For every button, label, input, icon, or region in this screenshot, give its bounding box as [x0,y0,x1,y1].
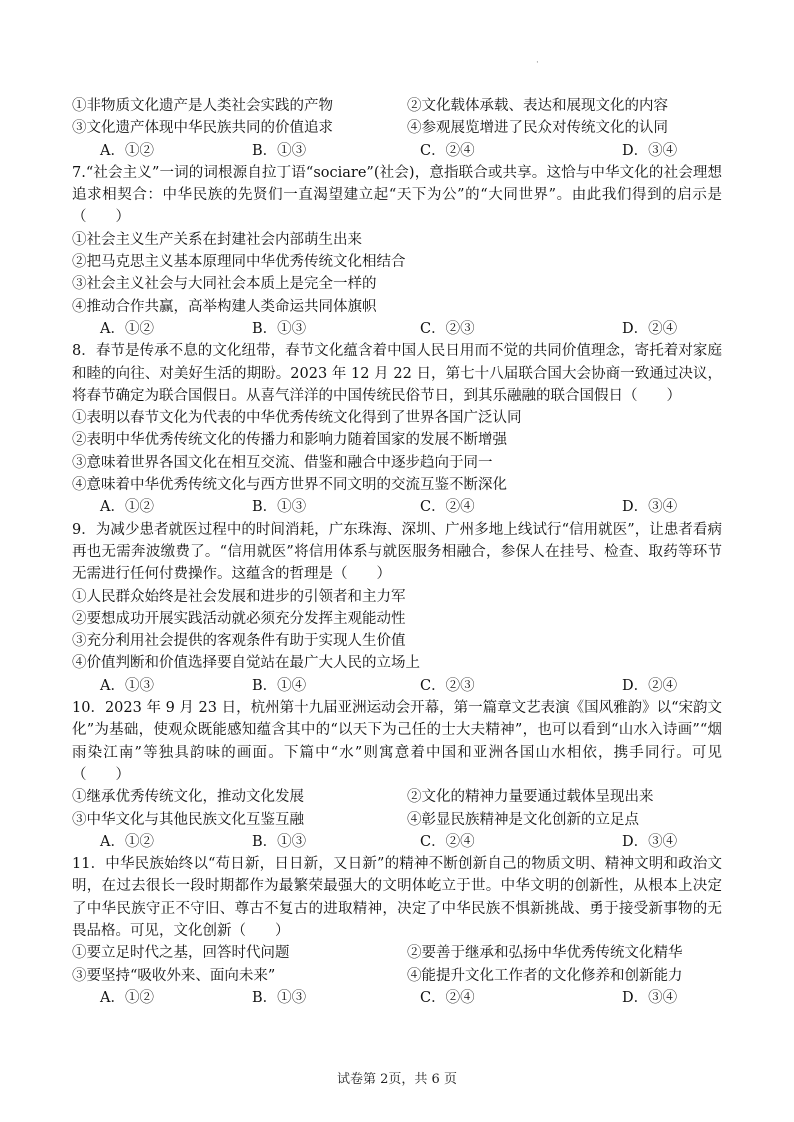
statement-3: ③要坚持“吸收外来、面向未来” [72,967,276,984]
question-10-stem: 10．2023 年 9 月 23 日，杭州第十九届亚洲运动会开幕，第一篇章文艺表演《国风雅韵》以“宋韵文化”为基础，使观众既能感知蕴含其中的“以天下为己任的士大夫精神”，也可以看到“山水入诗画”“烟雨染江南”等独具韵味的画面。下篇中“水”则寓意着中国和亚洲各国山水相依，携手同行。可见（ ） [72,700,722,783]
statement-3: ③文化遗产体现中华民族共同的价值追求 [72,120,333,137]
statement-2: ②要善于继承和弘扬中华优秀传统文化精华 [407,945,683,962]
option-a: A．①② [100,833,154,850]
option-b: B．①③ [252,499,307,516]
statement-4: ④参观展览增进了民众对传统文化的认同 [407,120,668,137]
option-a: A．①② [100,142,154,159]
option-a: A．①② [100,499,154,516]
question-8-statement-1: ①表明以春节文化为代表的中华优秀传统文化得到了世界各国广泛认同 [72,410,522,427]
question-8-statement-2: ②表明中华优秀传统文化的传播力和影响力随着国家的发展不断增强 [72,432,507,449]
question-9-statement-1: ①人民群众始终是社会发展和进步的引领者和主力军 [72,588,406,605]
question-7-statement-3: ③社会主义社会与大同社会本质上是完全一样的 [72,276,377,293]
option-a: A．①② [100,320,154,337]
question-11-options [72,987,722,1009]
intro-statements-row-2 [72,117,722,139]
question-9-stem: 9．为减少患者就医过程中的时间消耗，广东珠海、深圳、广州多地上线试行“信用就医”，让患者看病再也无需奔波缴费了。“信用就医”将信用体系与就医服务相融合，参保人在挂号、检查、取药等环节无需进行任何付费操作。这蕴含的哲理是（ ） [72,521,722,583]
option-c: C．②④ [420,989,475,1006]
question-11-statements-row-1 [72,942,722,964]
statement-1: ①非物质文化遗产是人类社会实践的产物 [72,98,333,114]
intro-options-row [72,140,722,162]
option-d: D．③④ [622,142,678,159]
question-11-stem: 11．中华民族始终以“苟日新，日日新，又日新”的精神不断创新自己的物质文明、精神文明和政治文明，在过去很长一段时期都作为最繁荣最强大的文明体屹立于世。中华文明的创新性，从根本上决定了中华民族守正不守旧、尊古不复古的进取精神，决定了中华民族不惧新挑战、勇于接受新事物的无畏品格。可见，文化创新（ ） [72,856,722,939]
question-9-options [72,675,722,697]
statement-3: ③中华文化与其他民族文化互鉴互融 [72,811,304,828]
option-d: D．②④ [622,677,678,694]
question-11-statements-row-2 [72,965,722,987]
option-c: C．②③ [420,320,475,337]
question-9-statement-2: ②要想成功开展实践活动就必须充分发挥主观能动性 [72,610,406,627]
option-c: C．②④ [420,499,475,516]
question-8-options [72,496,722,518]
question-10-options [72,831,722,853]
question-9-statement-3: ③充分利用社会提供的客观条件有助于实现人生价值 [72,633,406,650]
option-c: C．②④ [420,142,475,159]
option-c: C．②③ [420,677,475,694]
option-b: B．①③ [252,320,307,337]
option-d: D．③④ [622,499,678,516]
option-a: A．①③ [100,677,154,694]
page-footer: 试卷第 2页，共 6 页 [337,1072,457,1087]
option-d: D．②④ [622,320,678,337]
question-7-statement-2: ②把马克思主义基本原理同中华优秀传统文化相结合 [72,254,406,271]
option-b: B．①③ [252,833,307,850]
statement-1: ①继承优秀传统文化，推动文化发展 [72,789,304,806]
statement-2: ②文化的精神力量要通过载体呈现出来 [407,789,654,806]
intro-statements-row-1 [72,95,722,117]
question-10-statements-row-2 [72,809,722,831]
statement-1: ①要立足时代之基，回答时代问题 [72,945,290,962]
page-content [72,95,722,1009]
statement-4: ④能提升文化工作者的文化修养和创新能力 [407,967,683,984]
header-dot: · [536,58,539,68]
option-b: B．①③ [252,989,307,1006]
question-8-statement-3: ③意味着世界各国文化在相互交流、借鉴和融合中逐步趋向于同一 [72,454,493,471]
question-10-statements-row-1 [72,786,722,808]
option-d: D．③④ [622,833,678,850]
option-c: C．②④ [420,833,475,850]
question-8-stem: 8．春节是传承不息的文化纽带，春节文化蕴含着中国人民日用而不觉的共同价值理念，寄托着对家庭和睦的向往、对美好生活的期盼。2023 年 12 月 22 日，第七十八届联合国大会协商一致通过决议，将春节确定为联合国假日。从喜气洋洋的中国传统民俗节日，到其乐融融的联合国假日（ ） [72,343,722,404]
question-9-statement-4: ④价值判断和价值选择要自觉站在最广大人民的立场上 [72,655,420,672]
question-7-stem: 7.“社会主义”一词的词根源自拉丁语“sociare”(社会)，意指联合或共享。这恰与中华文化的社会理想追求相契合：中华民族的先贤们一直渴望建立起“天下为公”的“大同世界”。由此我们得到的启示是（ ） [72,164,722,226]
statement-4: ④彰显民族精神是文化创新的立足点 [407,811,639,828]
question-8-statement-4: ④意味着中华优秀传统文化与西方世界不同文明的交流互鉴不断深化 [72,477,507,494]
statement-2: ②文化载体承载、表达和展现文化的内容 [407,98,668,114]
question-7-options [72,318,722,340]
option-b: B．①③ [252,142,307,159]
question-7-statement-1: ①社会主义生产关系在封建社会内部萌生出来 [72,231,362,248]
question-7-statement-4: ④推动合作共赢，高举构建人类命运共同体旗帜 [72,298,377,315]
option-a: A．①② [100,989,154,1006]
option-b: B．①④ [252,677,307,694]
option-d: D．③④ [622,989,678,1006]
